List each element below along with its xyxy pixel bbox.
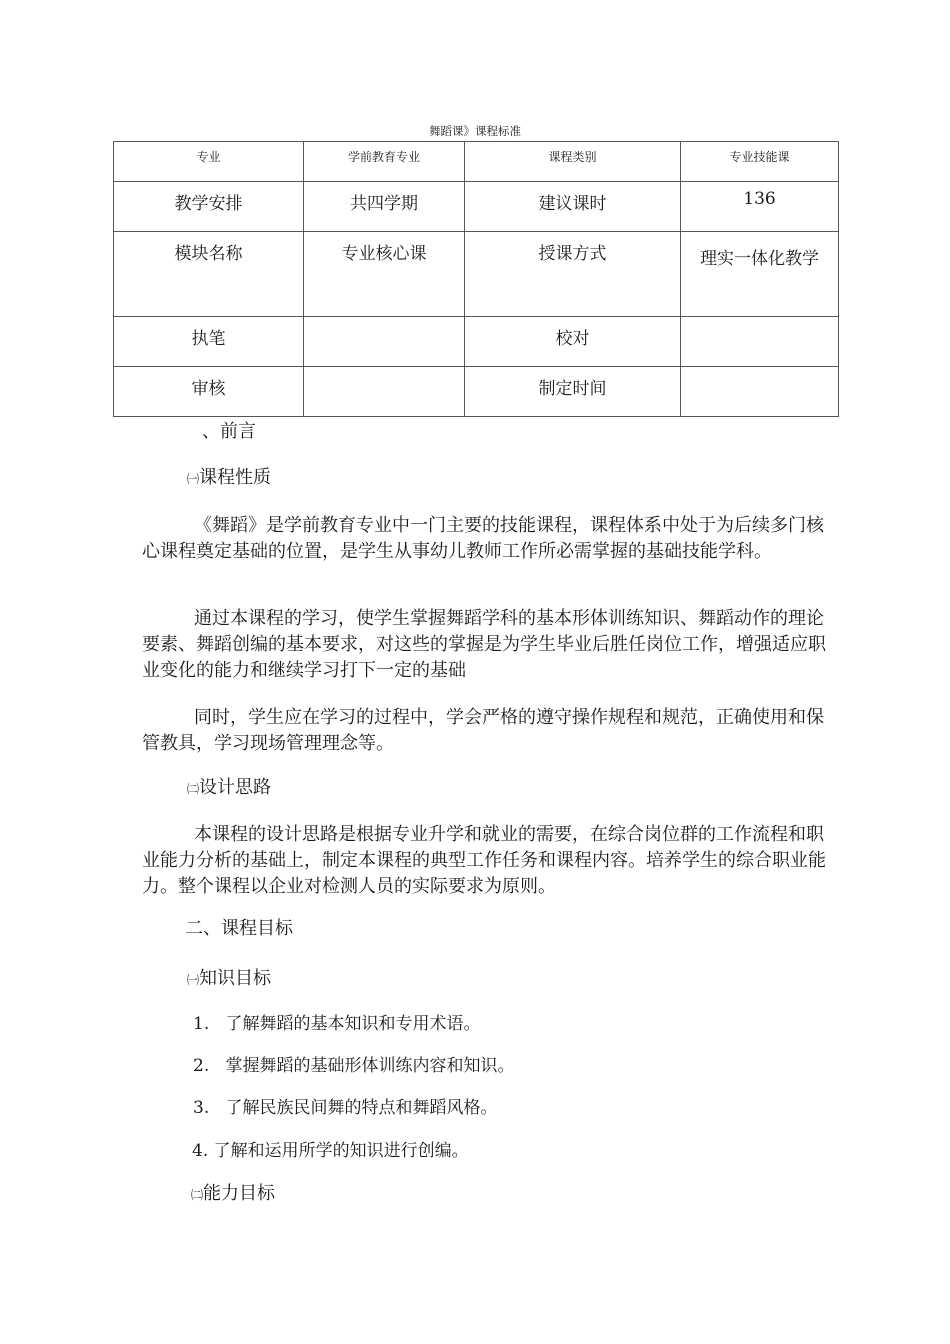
preface-heading: 、前言 bbox=[202, 421, 256, 442]
table-cell: 授课方式 bbox=[465, 232, 681, 317]
section-title: 能力目标 bbox=[203, 1183, 276, 1204]
table-row bbox=[114, 367, 839, 417]
table-cell bbox=[304, 367, 465, 417]
table-cell: 学前教育专业 bbox=[304, 142, 465, 182]
paragraph: 通过本课程的学习，使学生掌握舞蹈学科的基本形体训练知识、舞蹈动作的理论要素、舞蹈创编的基本要求，对这些的掌握是为学生毕业后胜任岗位工作，增强适应职业变化的能力和继续学习打下一定的基础 bbox=[142, 608, 826, 681]
document-title: 舞蹈课》课程标准 bbox=[429, 124, 521, 138]
table-cell: 共四学期 bbox=[304, 182, 465, 232]
course-nature-heading bbox=[187, 467, 271, 490]
goals-heading: 二、课程目标 bbox=[185, 918, 293, 939]
course-info-table bbox=[113, 141, 839, 417]
table-cell: 专业核心课 bbox=[304, 232, 465, 317]
section-marker: ㈡ bbox=[187, 782, 200, 796]
table-header-row bbox=[114, 142, 839, 182]
table-cell bbox=[304, 317, 465, 367]
table-row bbox=[114, 232, 839, 317]
design-heading bbox=[187, 777, 271, 800]
table-cell: 执笔 bbox=[114, 317, 304, 367]
list-item: 2. 掌握舞蹈的基础形体训练内容和知识。 bbox=[193, 1056, 515, 1076]
section-marker: ㈠ bbox=[187, 973, 200, 987]
paragraph: 同时，学生应在学习的过程中，学会严格的遵守操作规程和规范，正确使用和保管教具，学习现场管理理念等。 bbox=[142, 707, 824, 754]
table-cell: 课程类别 bbox=[465, 142, 681, 182]
table-cell: 模块名称 bbox=[114, 232, 304, 317]
section-title: 设计思路 bbox=[199, 777, 272, 798]
section-marker: ㈡ bbox=[191, 1188, 204, 1202]
list-item: 3. 了解民族民间舞的特点和舞蹈风格。 bbox=[193, 1098, 498, 1118]
knowledge-heading bbox=[187, 968, 271, 991]
paragraph: 本课程的设计思路是根据专业升学和就业的需要，在综合岗位群的工作流程和职业能力分析的基础上，制定本课程的典型工作任务和课程内容。培养学生的综合职业能力。整个课程以企业对检测人员的实际要求为原则。 bbox=[142, 824, 826, 897]
table-row bbox=[114, 317, 839, 367]
table-cell: 建议课时 bbox=[465, 182, 681, 232]
section-title: 课程性质 bbox=[199, 467, 272, 488]
list-item: 1. 了解舞蹈的基本知识和专用术语。 bbox=[193, 1014, 481, 1034]
table-cell bbox=[681, 317, 839, 367]
table-cell: 专业技能课 bbox=[681, 142, 839, 182]
table-cell: 审核 bbox=[114, 367, 304, 417]
table-cell: 教学安排 bbox=[114, 182, 304, 232]
table-row bbox=[114, 182, 839, 232]
table-cell: 理实一体化教学 bbox=[681, 232, 839, 317]
table-cell: 校对 bbox=[465, 317, 681, 367]
ability-heading bbox=[191, 1183, 275, 1206]
table-cell: 专业 bbox=[114, 142, 304, 182]
table-cell: 制定时间 bbox=[465, 367, 681, 417]
table-cell bbox=[681, 367, 839, 417]
table-cell: 136 bbox=[681, 182, 839, 232]
section-marker: ㈠ bbox=[187, 472, 200, 486]
section-title: 知识目标 bbox=[199, 968, 272, 989]
paragraph: 《舞蹈》是学前教育专业中一门主要的技能课程，课程体系中处于为后续多门核心课程奠定基础的位置，是学生从事幼儿教师工作所必需掌握的基础技能学科。 bbox=[142, 515, 824, 562]
list-item: 4. 了解和运用所学的知识进行创编。 bbox=[192, 1141, 469, 1161]
